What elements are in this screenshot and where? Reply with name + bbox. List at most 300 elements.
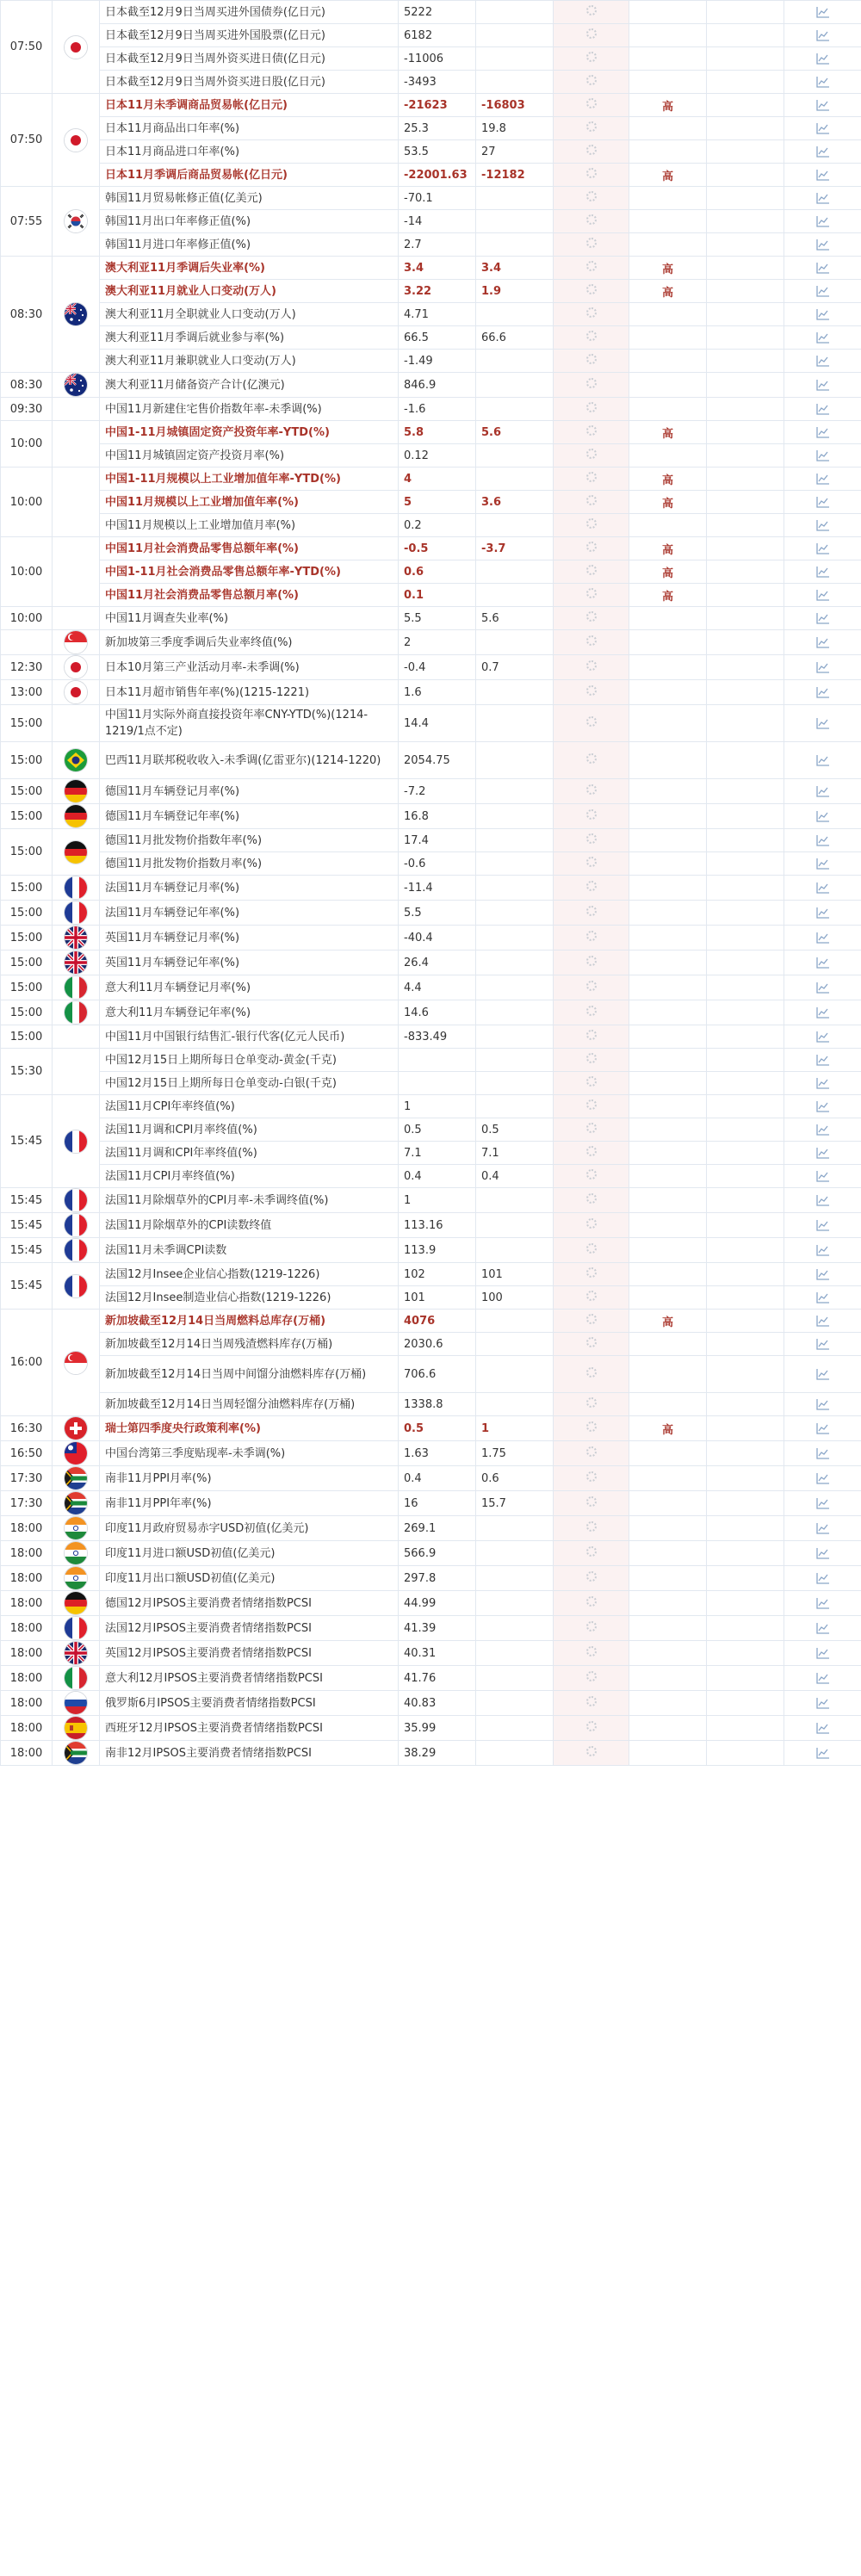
line-chart-icon[interactable] <box>784 1616 861 1641</box>
line-chart-icon[interactable] <box>784 398 861 421</box>
country-flag-cell <box>53 1416 100 1441</box>
line-chart-icon[interactable] <box>784 1333 861 1356</box>
india-flag-icon <box>64 1566 88 1590</box>
empty-cell <box>707 1025 784 1049</box>
line-chart-icon[interactable] <box>784 1188 861 1213</box>
actual-value-pending <box>554 94 629 117</box>
table-row <box>1 1095 861 1118</box>
line-chart-icon[interactable] <box>784 1566 861 1591</box>
line-chart-icon[interactable] <box>784 705 861 742</box>
country-flag-cell <box>53 1616 100 1641</box>
line-chart-icon[interactable] <box>784 779 861 804</box>
importance-label <box>629 1188 707 1213</box>
importance-label: 高 <box>629 468 707 491</box>
indicator-name: 日本截至12月9日当周买进外国债券(亿日元) <box>100 1 399 24</box>
release-time: 08:30 <box>1 257 53 373</box>
line-chart-icon[interactable] <box>784 187 861 210</box>
line-chart-icon[interactable] <box>784 373 861 398</box>
indicator-name: 法国12月Insee企业信心指数(1219-1226) <box>100 1263 399 1286</box>
australia-flag-icon <box>64 302 88 326</box>
empty-cell <box>707 901 784 926</box>
line-chart-icon[interactable] <box>784 71 861 94</box>
line-chart-icon[interactable] <box>784 1491 861 1516</box>
loading-spinner-icon <box>586 449 597 459</box>
previous-value: 2.7 <box>399 233 476 257</box>
forecast-value: 7.1 <box>476 1142 554 1165</box>
importance-label <box>629 1641 707 1666</box>
loading-spinner-icon <box>586 1596 597 1607</box>
line-chart-icon[interactable] <box>784 1263 861 1286</box>
line-chart-icon[interactable] <box>784 303 861 326</box>
spain-flag-icon <box>64 1716 88 1740</box>
line-chart-icon[interactable] <box>784 1213 861 1238</box>
empty-cell <box>707 1213 784 1238</box>
actual-value-pending <box>554 852 629 876</box>
actual-value-pending <box>554 257 629 280</box>
importance-label <box>629 1441 707 1466</box>
brazil-flag-icon <box>64 748 88 772</box>
loading-spinner-icon <box>586 238 597 248</box>
indicator-name: 中国11月城镇固定资产投资月率(%) <box>100 444 399 468</box>
country-flag-cell <box>53 1691 100 1716</box>
forecast-value <box>476 1641 554 1666</box>
line-chart-icon[interactable] <box>784 47 861 71</box>
actual-value-pending <box>554 1213 629 1238</box>
indicator-name: 南非11月PPI月率(%) <box>100 1466 399 1491</box>
line-chart-icon[interactable] <box>784 1466 861 1491</box>
country-flag-cell <box>53 804 100 829</box>
forecast-value: 1 <box>476 1416 554 1441</box>
importance-label <box>629 1286 707 1310</box>
france-flag-icon <box>64 1616 88 1640</box>
country-flag-cell <box>53 1025 100 1049</box>
line-chart-icon[interactable] <box>784 24 861 47</box>
table-row <box>1 705 861 742</box>
line-chart-icon[interactable] <box>784 742 861 779</box>
table-row <box>1 1356 861 1393</box>
actual-value-pending <box>554 1666 629 1691</box>
forecast-value <box>476 1025 554 1049</box>
country-flag-cell <box>53 398 100 421</box>
actual-value-pending <box>554 140 629 164</box>
line-chart-icon[interactable] <box>784 876 861 901</box>
indicator-name: 法国11月调和CPI年率终值(%) <box>100 1142 399 1165</box>
line-chart-icon[interactable] <box>784 1356 861 1393</box>
importance-label <box>629 655 707 680</box>
empty-cell <box>707 1 784 24</box>
forecast-value <box>476 1 554 24</box>
line-chart-icon[interactable] <box>784 1393 861 1416</box>
release-time: 17:30 <box>1 1466 53 1491</box>
previous-value: -40.4 <box>399 926 476 951</box>
indicator-name: 中国11月规模以上工业增加值月率(%) <box>100 514 399 537</box>
loading-spinner-icon <box>586 1146 597 1156</box>
empty-cell <box>707 1616 784 1641</box>
forecast-value <box>476 630 554 655</box>
actual-value-pending <box>554 1716 629 1741</box>
line-chart-icon[interactable] <box>784 537 861 560</box>
actual-value-pending <box>554 951 629 975</box>
france-flag-icon <box>64 1188 88 1212</box>
loading-spinner-icon <box>586 685 597 696</box>
forecast-value <box>476 926 554 951</box>
previous-value: 3.4 <box>399 257 476 280</box>
table-row <box>1 303 861 326</box>
actual-value-pending <box>554 398 629 421</box>
line-chart-icon[interactable] <box>784 326 861 350</box>
table-row <box>1 71 861 94</box>
empty-cell <box>707 680 784 705</box>
line-chart-icon[interactable] <box>784 1441 861 1466</box>
indicator-name: 英国11月车辆登记月率(%) <box>100 926 399 951</box>
forecast-value: 5.6 <box>476 607 554 630</box>
empty-cell <box>707 94 784 117</box>
loading-spinner-icon <box>586 1571 597 1582</box>
previous-value: 41.39 <box>399 1616 476 1641</box>
actual-value-pending <box>554 742 629 779</box>
indicator-name: 德国11月批发物价指数月率(%) <box>100 852 399 876</box>
empty-cell <box>707 1286 784 1310</box>
previous-value: 0.5 <box>399 1118 476 1142</box>
loading-spinner-icon <box>586 1337 597 1347</box>
importance-label <box>629 705 707 742</box>
australia-flag-icon <box>64 373 88 397</box>
line-chart-icon[interactable] <box>784 1286 861 1310</box>
line-chart-icon[interactable] <box>784 350 861 373</box>
forecast-value <box>476 1393 554 1416</box>
previous-value: 1.6 <box>399 680 476 705</box>
line-chart-icon[interactable] <box>784 491 861 514</box>
line-chart-icon[interactable] <box>784 468 861 491</box>
importance-label <box>629 1118 707 1142</box>
line-chart-icon[interactable] <box>784 1095 861 1118</box>
actual-value-pending <box>554 187 629 210</box>
release-time: 13:00 <box>1 680 53 705</box>
loading-spinner-icon <box>586 121 597 132</box>
importance-label <box>629 1666 707 1691</box>
forecast-value <box>476 584 554 607</box>
empty-cell <box>707 584 784 607</box>
previous-value: 16.8 <box>399 804 476 829</box>
previous-value <box>399 1049 476 1072</box>
line-chart-icon[interactable] <box>784 164 861 187</box>
importance-label <box>629 1466 707 1491</box>
line-chart-icon[interactable] <box>784 1025 861 1049</box>
indicator-name: 新加坡第三季度季调后失业率终值(%) <box>100 630 399 655</box>
actual-value-pending <box>554 373 629 398</box>
importance-label <box>629 1516 707 1541</box>
release-time: 18:00 <box>1 1591 53 1616</box>
loading-spinner-icon <box>586 1546 597 1557</box>
importance-label <box>629 876 707 901</box>
previous-value: 1.63 <box>399 1441 476 1466</box>
actual-value-pending <box>554 1566 629 1591</box>
previous-value: 40.31 <box>399 1641 476 1666</box>
country-flag-cell <box>53 1000 100 1025</box>
loading-spinner-icon <box>586 495 597 505</box>
country-flag-cell <box>53 876 100 901</box>
forecast-value <box>476 829 554 852</box>
line-chart-icon[interactable] <box>784 1165 861 1188</box>
previous-value: 5 <box>399 491 476 514</box>
indicator-name: 南非11月PPI年率(%) <box>100 1491 399 1516</box>
loading-spinner-icon <box>586 1621 597 1632</box>
line-chart-icon[interactable] <box>784 1000 861 1025</box>
line-chart-icon[interactable] <box>784 852 861 876</box>
release-time: 07:55 <box>1 187 53 257</box>
loading-spinner-icon <box>586 5 597 15</box>
table-row <box>1 584 861 607</box>
forecast-value <box>476 514 554 537</box>
empty-cell <box>707 303 784 326</box>
loading-spinner-icon <box>586 931 597 941</box>
previous-value: -7.2 <box>399 779 476 804</box>
release-time: 15:00 <box>1 1025 53 1049</box>
line-chart-icon[interactable] <box>784 1716 861 1741</box>
country-flag-cell <box>53 537 100 607</box>
release-time: 15:00 <box>1 705 53 742</box>
line-chart-icon[interactable] <box>784 94 861 117</box>
line-chart-icon[interactable] <box>784 140 861 164</box>
forecast-value: 1.9 <box>476 280 554 303</box>
country-flag-cell <box>53 373 100 398</box>
line-chart-icon[interactable] <box>784 1516 861 1541</box>
loading-spinner-icon <box>586 354 597 364</box>
loading-spinner-icon <box>586 1696 597 1706</box>
actual-value-pending <box>554 444 629 468</box>
line-chart-icon[interactable] <box>784 1641 861 1666</box>
indicator-name: 德国11月批发物价指数年率(%) <box>100 829 399 852</box>
empty-cell <box>707 164 784 187</box>
release-time: 15:45 <box>1 1095 53 1188</box>
line-chart-icon[interactable] <box>784 1541 861 1566</box>
line-chart-icon[interactable] <box>784 1072 861 1095</box>
country-flag-cell <box>53 1591 100 1616</box>
singapore-flag-icon <box>64 630 88 654</box>
country-flag-cell <box>53 829 100 876</box>
indicator-name: 澳大利亚11月兼职就业人口变动(万人) <box>100 350 399 373</box>
forecast-value <box>476 1666 554 1691</box>
empty-cell <box>707 1142 784 1165</box>
previous-value: -833.49 <box>399 1025 476 1049</box>
line-chart-icon[interactable] <box>784 444 861 468</box>
previous-value: -11.4 <box>399 876 476 901</box>
previous-value: 4 <box>399 468 476 491</box>
forecast-value <box>476 1566 554 1591</box>
importance-label <box>629 1393 707 1416</box>
importance-label: 高 <box>629 560 707 584</box>
release-time: 15:00 <box>1 1000 53 1025</box>
previous-value: 113.16 <box>399 1213 476 1238</box>
country-flag-cell <box>53 1666 100 1691</box>
release-time: 07:50 <box>1 1 53 94</box>
loading-spinner-icon <box>586 425 597 436</box>
indicator-name: 德国11月车辆登记月率(%) <box>100 779 399 804</box>
importance-label <box>629 1566 707 1591</box>
indicator-name: 意大利11月车辆登记月率(%) <box>100 975 399 1000</box>
line-chart-icon[interactable] <box>784 210 861 233</box>
loading-spinner-icon <box>586 1646 597 1656</box>
line-chart-icon[interactable] <box>784 655 861 680</box>
previous-value: 0.6 <box>399 560 476 584</box>
previous-value: 0.4 <box>399 1466 476 1491</box>
importance-label <box>629 350 707 373</box>
actual-value-pending <box>554 1310 629 1333</box>
line-chart-icon[interactable] <box>784 1238 861 1263</box>
empty-cell <box>707 630 784 655</box>
line-chart-icon[interactable] <box>784 1666 861 1691</box>
indicator-name: 印度11月出口额USD初值(亿美元) <box>100 1566 399 1591</box>
table-row <box>1 164 861 187</box>
empty-cell <box>707 47 784 71</box>
forecast-value <box>476 1310 554 1333</box>
forecast-value <box>476 852 554 876</box>
indicator-name: 中国11月新建住宅售价指数年率-未季调(%) <box>100 398 399 421</box>
table-row <box>1 1566 861 1591</box>
forecast-value: 66.6 <box>476 326 554 350</box>
previous-value: 14.6 <box>399 1000 476 1025</box>
line-chart-icon[interactable] <box>784 630 861 655</box>
previous-value: 5.8 <box>399 421 476 444</box>
indicator-name: 中国12月15日上期所每日仓单变动-白银(千克) <box>100 1072 399 1095</box>
importance-label <box>629 1095 707 1118</box>
importance-label <box>629 24 707 47</box>
indicator-name: 印度11月进口额USD初值(亿美元) <box>100 1541 399 1566</box>
importance-label <box>629 901 707 926</box>
line-chart-icon[interactable] <box>784 1416 861 1441</box>
previous-value: -21623 <box>399 94 476 117</box>
country-flag-cell <box>53 779 100 804</box>
line-chart-icon[interactable] <box>784 280 861 303</box>
empty-cell <box>707 1000 784 1025</box>
previous-value: 846.9 <box>399 373 476 398</box>
indicator-name: 南非12月IPSOS主要消费者情绪指数PCSI <box>100 1741 399 1766</box>
line-chart-icon[interactable] <box>784 1691 861 1716</box>
line-chart-icon[interactable] <box>784 804 861 829</box>
indicator-name: 日本11月超市销售年率(%)(1215-1221) <box>100 680 399 705</box>
line-chart-icon[interactable] <box>784 926 861 951</box>
loading-spinner-icon <box>586 1291 597 1301</box>
line-chart-icon[interactable] <box>784 257 861 280</box>
table-row <box>1 350 861 373</box>
previous-value: -11006 <box>399 47 476 71</box>
line-chart-icon[interactable] <box>784 680 861 705</box>
indicator-name: 新加坡截至12月14日当周中间馏分油燃料库存(万桶) <box>100 1356 399 1393</box>
indicator-name: 澳大利亚11月全职就业人口变动(万人) <box>100 303 399 326</box>
line-chart-icon[interactable] <box>784 1142 861 1165</box>
empty-cell <box>707 1188 784 1213</box>
forecast-value <box>476 742 554 779</box>
importance-label: 高 <box>629 257 707 280</box>
actual-value-pending <box>554 975 629 1000</box>
empty-cell <box>707 705 784 742</box>
line-chart-icon[interactable] <box>784 607 861 630</box>
previous-value <box>399 1072 476 1095</box>
importance-label <box>629 1213 707 1238</box>
table-row <box>1 560 861 584</box>
importance-label <box>629 779 707 804</box>
importance-label <box>629 1238 707 1263</box>
line-chart-icon[interactable] <box>784 1741 861 1766</box>
actual-value-pending <box>554 1491 629 1516</box>
forecast-value <box>476 1000 554 1025</box>
line-chart-icon[interactable] <box>784 1118 861 1142</box>
importance-label <box>629 373 707 398</box>
actual-value-pending <box>554 164 629 187</box>
line-chart-icon[interactable] <box>784 951 861 975</box>
france-flag-icon <box>64 1274 88 1298</box>
line-chart-icon[interactable] <box>784 901 861 926</box>
table-row <box>1 1263 861 1286</box>
empty-cell <box>707 398 784 421</box>
line-chart-icon[interactable] <box>784 1 861 24</box>
line-chart-icon[interactable] <box>784 117 861 140</box>
table-row <box>1 514 861 537</box>
line-chart-icon[interactable] <box>784 1049 861 1072</box>
line-chart-icon[interactable] <box>784 584 861 607</box>
forecast-value <box>476 350 554 373</box>
line-chart-icon[interactable] <box>784 975 861 1000</box>
actual-value-pending <box>554 1333 629 1356</box>
line-chart-icon[interactable] <box>784 560 861 584</box>
loading-spinner-icon <box>586 1053 597 1063</box>
switzerland-flag-icon <box>64 1416 88 1440</box>
south-africa-flag-icon <box>64 1491 88 1515</box>
indicator-name: 日本截至12月9日当周外资买进日债(亿日元) <box>100 47 399 71</box>
indicator-name: 中国1-11月规模以上工业增加值年率-YTD(%) <box>100 468 399 491</box>
actual-value-pending <box>554 491 629 514</box>
importance-label: 高 <box>629 1416 707 1441</box>
indicator-name: 新加坡截至12月14日当周燃料总库存(万桶) <box>100 1310 399 1333</box>
line-chart-icon[interactable] <box>784 1591 861 1616</box>
forecast-value <box>476 560 554 584</box>
table-row <box>1 1 861 24</box>
line-chart-icon[interactable] <box>784 1310 861 1333</box>
previous-value: 297.8 <box>399 1566 476 1591</box>
empty-cell <box>707 1566 784 1591</box>
line-chart-icon[interactable] <box>784 514 861 537</box>
germany-flag-icon <box>64 804 88 828</box>
importance-label: 高 <box>629 94 707 117</box>
actual-value-pending <box>554 607 629 630</box>
loading-spinner-icon <box>586 1076 597 1087</box>
loading-spinner-icon <box>586 753 597 764</box>
table-row <box>1 876 861 901</box>
indicator-name: 法国11月车辆登记月率(%) <box>100 876 399 901</box>
france-flag-icon <box>64 1213 88 1237</box>
importance-label: 高 <box>629 1310 707 1333</box>
previous-value: 1 <box>399 1188 476 1213</box>
line-chart-icon[interactable] <box>784 829 861 852</box>
indicator-name: 韩国11月出口年率修正值(%) <box>100 210 399 233</box>
table-row <box>1 1641 861 1666</box>
release-time: 07:50 <box>1 94 53 187</box>
forecast-value <box>476 901 554 926</box>
release-time: 15:00 <box>1 876 53 901</box>
country-flag-cell <box>53 655 100 680</box>
previous-value: 44.99 <box>399 1591 476 1616</box>
previous-value: 26.4 <box>399 951 476 975</box>
release-time: 18:00 <box>1 1741 53 1766</box>
line-chart-icon[interactable] <box>784 233 861 257</box>
loading-spinner-icon <box>586 1367 597 1378</box>
line-chart-icon[interactable] <box>784 421 861 444</box>
indicator-name: 韩国11月进口年率修正值(%) <box>100 233 399 257</box>
previous-value: 53.5 <box>399 140 476 164</box>
loading-spinner-icon <box>586 542 597 552</box>
table-row <box>1 1333 861 1356</box>
empty-cell <box>707 804 784 829</box>
